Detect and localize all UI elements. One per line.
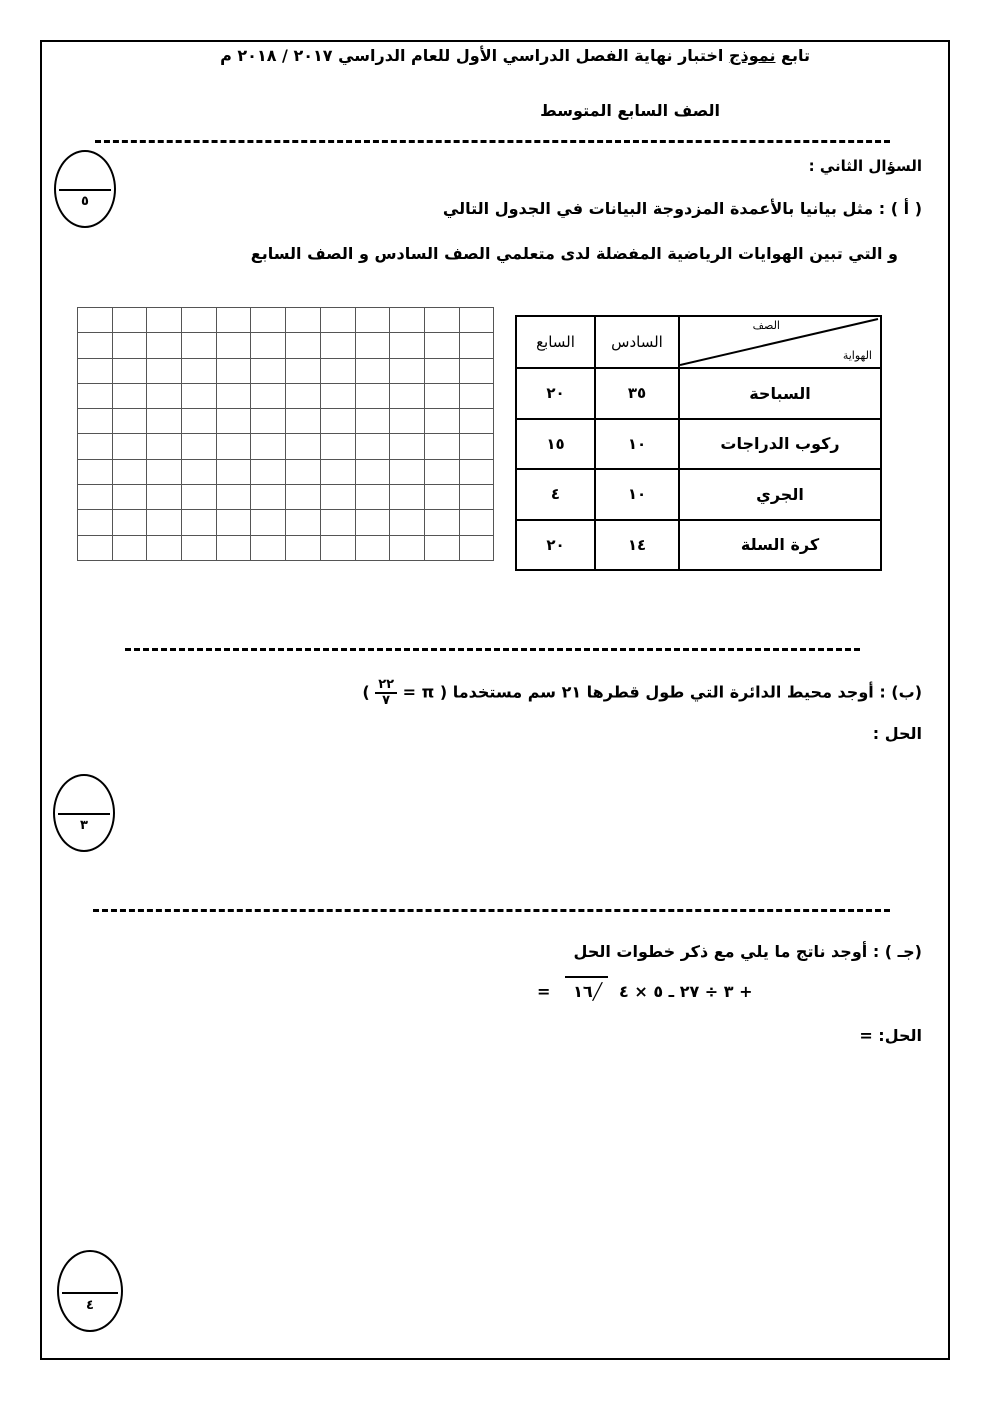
grid-row [78, 333, 494, 358]
pi-fraction: $\frac{٢٢}{٧}$ [375, 678, 397, 708]
grid-cell [424, 434, 459, 459]
grid-row [78, 383, 494, 408]
grid-row [78, 535, 494, 560]
grid-cell [147, 434, 182, 459]
sixth-value: ١٤ [595, 520, 679, 571]
grid-cell [355, 535, 390, 560]
grid-cell [424, 383, 459, 408]
grid-cell [390, 333, 425, 358]
table-header-row [516, 316, 881, 368]
grid-cell [355, 434, 390, 459]
grid-cell [251, 434, 286, 459]
grid-cell [424, 459, 459, 484]
grid-cell [78, 333, 113, 358]
grid-cell [459, 409, 494, 434]
grid-cell [390, 510, 425, 535]
grid-row [78, 409, 494, 434]
grid-cell [216, 535, 251, 560]
grid-cell [459, 510, 494, 535]
grid-cell [459, 459, 494, 484]
grid-cell [320, 535, 355, 560]
grid-cell [78, 409, 113, 434]
grid-cell [286, 485, 321, 510]
part-a-instruction-2: و التي تبين الهوايات الرياضية المفضلة لدى متعلمي الصف السادس و الصف السابع [250, 244, 898, 263]
grid-cell [182, 383, 217, 408]
grid-cell [78, 459, 113, 484]
hobby-cell: ركوب الدراجات [679, 419, 881, 470]
grid-cell [251, 510, 286, 535]
grid-row [78, 485, 494, 510]
table-row [516, 419, 881, 470]
grid-cell [320, 333, 355, 358]
grid-cell [147, 308, 182, 333]
graph-paper-grid [77, 307, 494, 561]
grid-cell [112, 333, 147, 358]
grid-cell [112, 485, 147, 510]
grid-cell [147, 459, 182, 484]
grid-cell [147, 535, 182, 560]
part-c-expression [537, 982, 753, 1001]
table-row [516, 469, 881, 520]
grid-cell [424, 333, 459, 358]
sixth-value: ٣٥ [595, 368, 679, 419]
grid-cell [147, 409, 182, 434]
grid-cell [355, 409, 390, 434]
grid-cell [390, 459, 425, 484]
grid-cell [459, 308, 494, 333]
grid-cell [182, 535, 217, 560]
grid-cell [424, 535, 459, 560]
grade-title: الصف السابع المتوسط [540, 101, 720, 120]
grid-row [78, 434, 494, 459]
score-divider [58, 813, 110, 815]
grid-cell [251, 535, 286, 560]
grid-cell [286, 409, 321, 434]
score-circle-c [57, 1250, 123, 1332]
grid-cell [390, 434, 425, 459]
score-value: ٣ [80, 818, 88, 833]
grid-cell [78, 434, 113, 459]
grid-cell [182, 434, 217, 459]
part-a-instruction: ( أ ) : مثل بيانيا بالأعمدة المزدوجة البيانات في الجدول التالي [442, 199, 922, 218]
grid-cell [424, 409, 459, 434]
grid-cell [320, 459, 355, 484]
exam-title: تابع نموذج اختبار نهاية الفصل الدراسي الأول للعام الدراسي ٢٠١٧ / ٢٠١٨ م [220, 46, 810, 65]
grid-cell [112, 535, 147, 560]
hobbies-table [515, 315, 882, 571]
part-c-instruction: (جـ ) : أوجد ناتج ما يلي مع ذكر خطوات الحل [573, 942, 922, 961]
grid-cell [112, 459, 147, 484]
hobby-cell: السباحة [679, 368, 881, 419]
sixth-value: ١٠ [595, 419, 679, 470]
grid-cell [459, 383, 494, 408]
corner-bottom-label: الهواية [842, 349, 872, 362]
grid-cell [216, 485, 251, 510]
grid-cell [320, 434, 355, 459]
grid-cell [112, 409, 147, 434]
corner-top-label: الصف [752, 319, 780, 332]
grid-cell [216, 383, 251, 408]
question-heading: السؤال الثاني : [808, 157, 922, 175]
grid-cell [216, 434, 251, 459]
grid-cell [459, 358, 494, 383]
sixth-value: ١٠ [595, 469, 679, 520]
grid-cell [459, 333, 494, 358]
score-divider [59, 189, 111, 191]
grid-cell [182, 358, 217, 383]
section-divider [95, 140, 890, 143]
grid-cell [78, 510, 113, 535]
grid-cell [459, 535, 494, 560]
grid-row [78, 510, 494, 535]
grid-cell [286, 333, 321, 358]
grid-cell [320, 308, 355, 333]
grid-cell [216, 510, 251, 535]
grid-cell [251, 333, 286, 358]
grid-cell [459, 434, 494, 459]
grid-cell [355, 510, 390, 535]
grid-cell [355, 459, 390, 484]
grid-cell [459, 485, 494, 510]
grid-cell [251, 459, 286, 484]
grid-cell [112, 383, 147, 408]
grid-cell [424, 485, 459, 510]
grid-cell [182, 409, 217, 434]
corner-header-cell [679, 316, 881, 368]
grid-row [78, 459, 494, 484]
grid-cell [147, 510, 182, 535]
grid-cell [182, 485, 217, 510]
grid-cell [216, 358, 251, 383]
grid-cell [182, 459, 217, 484]
equals-sign: = [537, 982, 551, 1001]
grid-cell [320, 358, 355, 383]
grid-cell [147, 358, 182, 383]
grid-cell [355, 485, 390, 510]
grid-cell [424, 510, 459, 535]
grid-cell [355, 383, 390, 408]
grid-cell [251, 409, 286, 434]
grid-cell [424, 308, 459, 333]
grid-cell [78, 485, 113, 510]
part-b-solution-label: الحل : [872, 724, 922, 743]
grid-cell [78, 308, 113, 333]
grid-cell [390, 358, 425, 383]
title-underlined-word: نموذج [728, 46, 776, 65]
grid-cell [251, 383, 286, 408]
grid-cell [390, 485, 425, 510]
grid-cell [216, 459, 251, 484]
seventh-value: ٤ [516, 469, 595, 520]
grid-cell [78, 358, 113, 383]
grid-cell [251, 358, 286, 383]
grid-cell [390, 383, 425, 408]
grid-cell [112, 510, 147, 535]
score-value: ٥ [81, 194, 89, 209]
score-circle-a [54, 150, 116, 228]
grid-cell [112, 308, 147, 333]
grid-cell [112, 358, 147, 383]
section-divider [93, 909, 890, 912]
seventh-value: ١٥ [516, 419, 595, 470]
grid-cell [390, 308, 425, 333]
grid-cell [286, 510, 321, 535]
seventh-value: ٢٠ [516, 520, 595, 571]
grid-cell [147, 485, 182, 510]
grid-cell [320, 485, 355, 510]
square-root: ١٦╱ [567, 982, 602, 1001]
part-c-solution-label: الحل: = [859, 1026, 922, 1045]
grid-cell [424, 358, 459, 383]
grid-cell [182, 510, 217, 535]
column-header-sixth: السادس [595, 316, 679, 368]
grid-cell [78, 535, 113, 560]
expression-rest: + ٣ ÷ ٢٧ ـ ٥ × ٤ [619, 982, 753, 1001]
part-b-instruction: (ب) : أوجد محيط الدائرة التي طول قطرها ٢١ سم مستخدما ( π = $\frac{٢٢}{٧}$ ) [362, 677, 922, 708]
grid-row [78, 358, 494, 383]
score-circle-b [53, 774, 115, 852]
score-value: ٤ [86, 1298, 94, 1313]
grid-cell [147, 383, 182, 408]
grid-cell [112, 434, 147, 459]
grid-cell [286, 358, 321, 383]
column-header-seventh: السابع [516, 316, 595, 368]
grid-cell [355, 333, 390, 358]
grid-cell [390, 535, 425, 560]
grid-cell [182, 333, 217, 358]
grid-cell [78, 383, 113, 408]
grid-cell [251, 485, 286, 510]
grid-cell [355, 308, 390, 333]
grid-cell [216, 308, 251, 333]
table-row [516, 368, 881, 419]
grid-cell [286, 308, 321, 333]
grid-cell [320, 510, 355, 535]
seventh-value: ٢٠ [516, 368, 595, 419]
grid-cell [147, 333, 182, 358]
score-divider [62, 1292, 118, 1294]
hobby-cell: كرة السلة [679, 520, 881, 571]
grid-cell [216, 333, 251, 358]
grid-cell [390, 409, 425, 434]
grid-cell [216, 409, 251, 434]
grid-cell [286, 434, 321, 459]
grid-cell [251, 308, 286, 333]
table-row [516, 520, 881, 571]
section-divider [125, 648, 860, 651]
hobby-cell: الجري [679, 469, 881, 520]
grid-cell [286, 383, 321, 408]
grid-cell [286, 535, 321, 560]
grid-cell [182, 308, 217, 333]
grid-cell [286, 459, 321, 484]
grid-cell [320, 383, 355, 408]
grid-row [78, 308, 494, 333]
grid-cell [355, 358, 390, 383]
grid-cell [320, 409, 355, 434]
